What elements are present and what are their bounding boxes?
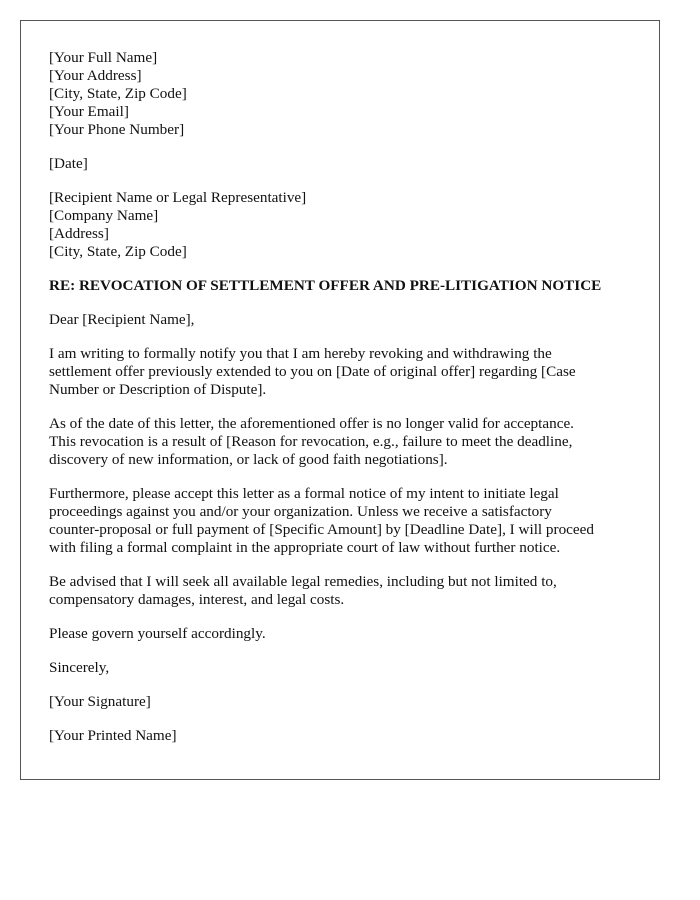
body-paragraph-4 [49, 573, 649, 609]
paragraph-line: Be advised that I will seek all available legal remedies, including but not limited to, [49, 573, 557, 590]
paragraph-line: Number or Description of Dispute]. [49, 381, 267, 398]
recipient-address: [Address] [49, 225, 109, 242]
letter-date: [Date] [49, 155, 88, 172]
letter-body [49, 49, 649, 761]
paragraph-line: I am writing to formally notify you that I am hereby revoking and withdrawing the [49, 345, 552, 362]
body-paragraph-5 [49, 625, 649, 643]
recipient-block [49, 189, 649, 261]
recipient-city-state-zip: [City, State, Zip Code] [49, 243, 187, 260]
body-paragraph-1 [49, 345, 649, 399]
paragraph-line: This revocation is a result of [Reason for revocation, e.g., failure to meet the deadline, [49, 433, 573, 450]
paragraph-line: As of the date of this letter, the aforementioned offer is no longer valid for acceptance. [49, 415, 574, 432]
recipient-name: [Recipient Name or Legal Representative] [49, 189, 307, 206]
body-paragraph-2 [49, 415, 649, 469]
paragraph-line: proceedings against you and/or your organization. Unless we receive a satisfactory [49, 503, 552, 520]
paragraph-line: Please govern yourself accordingly. [49, 625, 266, 642]
recipient-company: [Company Name] [49, 207, 159, 224]
letter-page [20, 20, 660, 780]
paragraph-line: with filing a formal complaint in the appropriate court of law without further notice. [49, 539, 561, 556]
sender-name: [Your Full Name] [49, 49, 158, 66]
printed-name: [Your Printed Name] [49, 727, 177, 744]
paragraph-line: discovery of new information, or lack of good faith negotiations]. [49, 451, 448, 468]
sender-phone: [Your Phone Number] [49, 121, 185, 138]
sender-block [49, 49, 649, 139]
date-block [49, 155, 649, 173]
paragraph-line: settlement offer previously extended to you on [Date of original offer] regarding [Case [49, 363, 576, 380]
subject-line: RE: REVOCATION OF SETTLEMENT OFFER AND PRE-LITIGATION NOTICE [49, 277, 602, 294]
paragraph-line: compensatory damages, interest, and legal costs. [49, 591, 345, 608]
body-paragraph-3 [49, 485, 649, 557]
sender-address: [Your Address] [49, 67, 142, 84]
sender-email: [Your Email] [49, 103, 129, 120]
signature-placeholder: [Your Signature] [49, 693, 151, 710]
closing: Sincerely, [49, 659, 110, 676]
paragraph-line: counter-proposal or full payment of [Specific Amount] by [Deadline Date], I will proceed [49, 521, 594, 538]
sender-city-state-zip: [City, State, Zip Code] [49, 85, 187, 102]
salutation: Dear [Recipient Name], [49, 311, 195, 328]
paragraph-line: Furthermore, please accept this letter as a formal notice of my intent to initiate legal [49, 485, 559, 502]
